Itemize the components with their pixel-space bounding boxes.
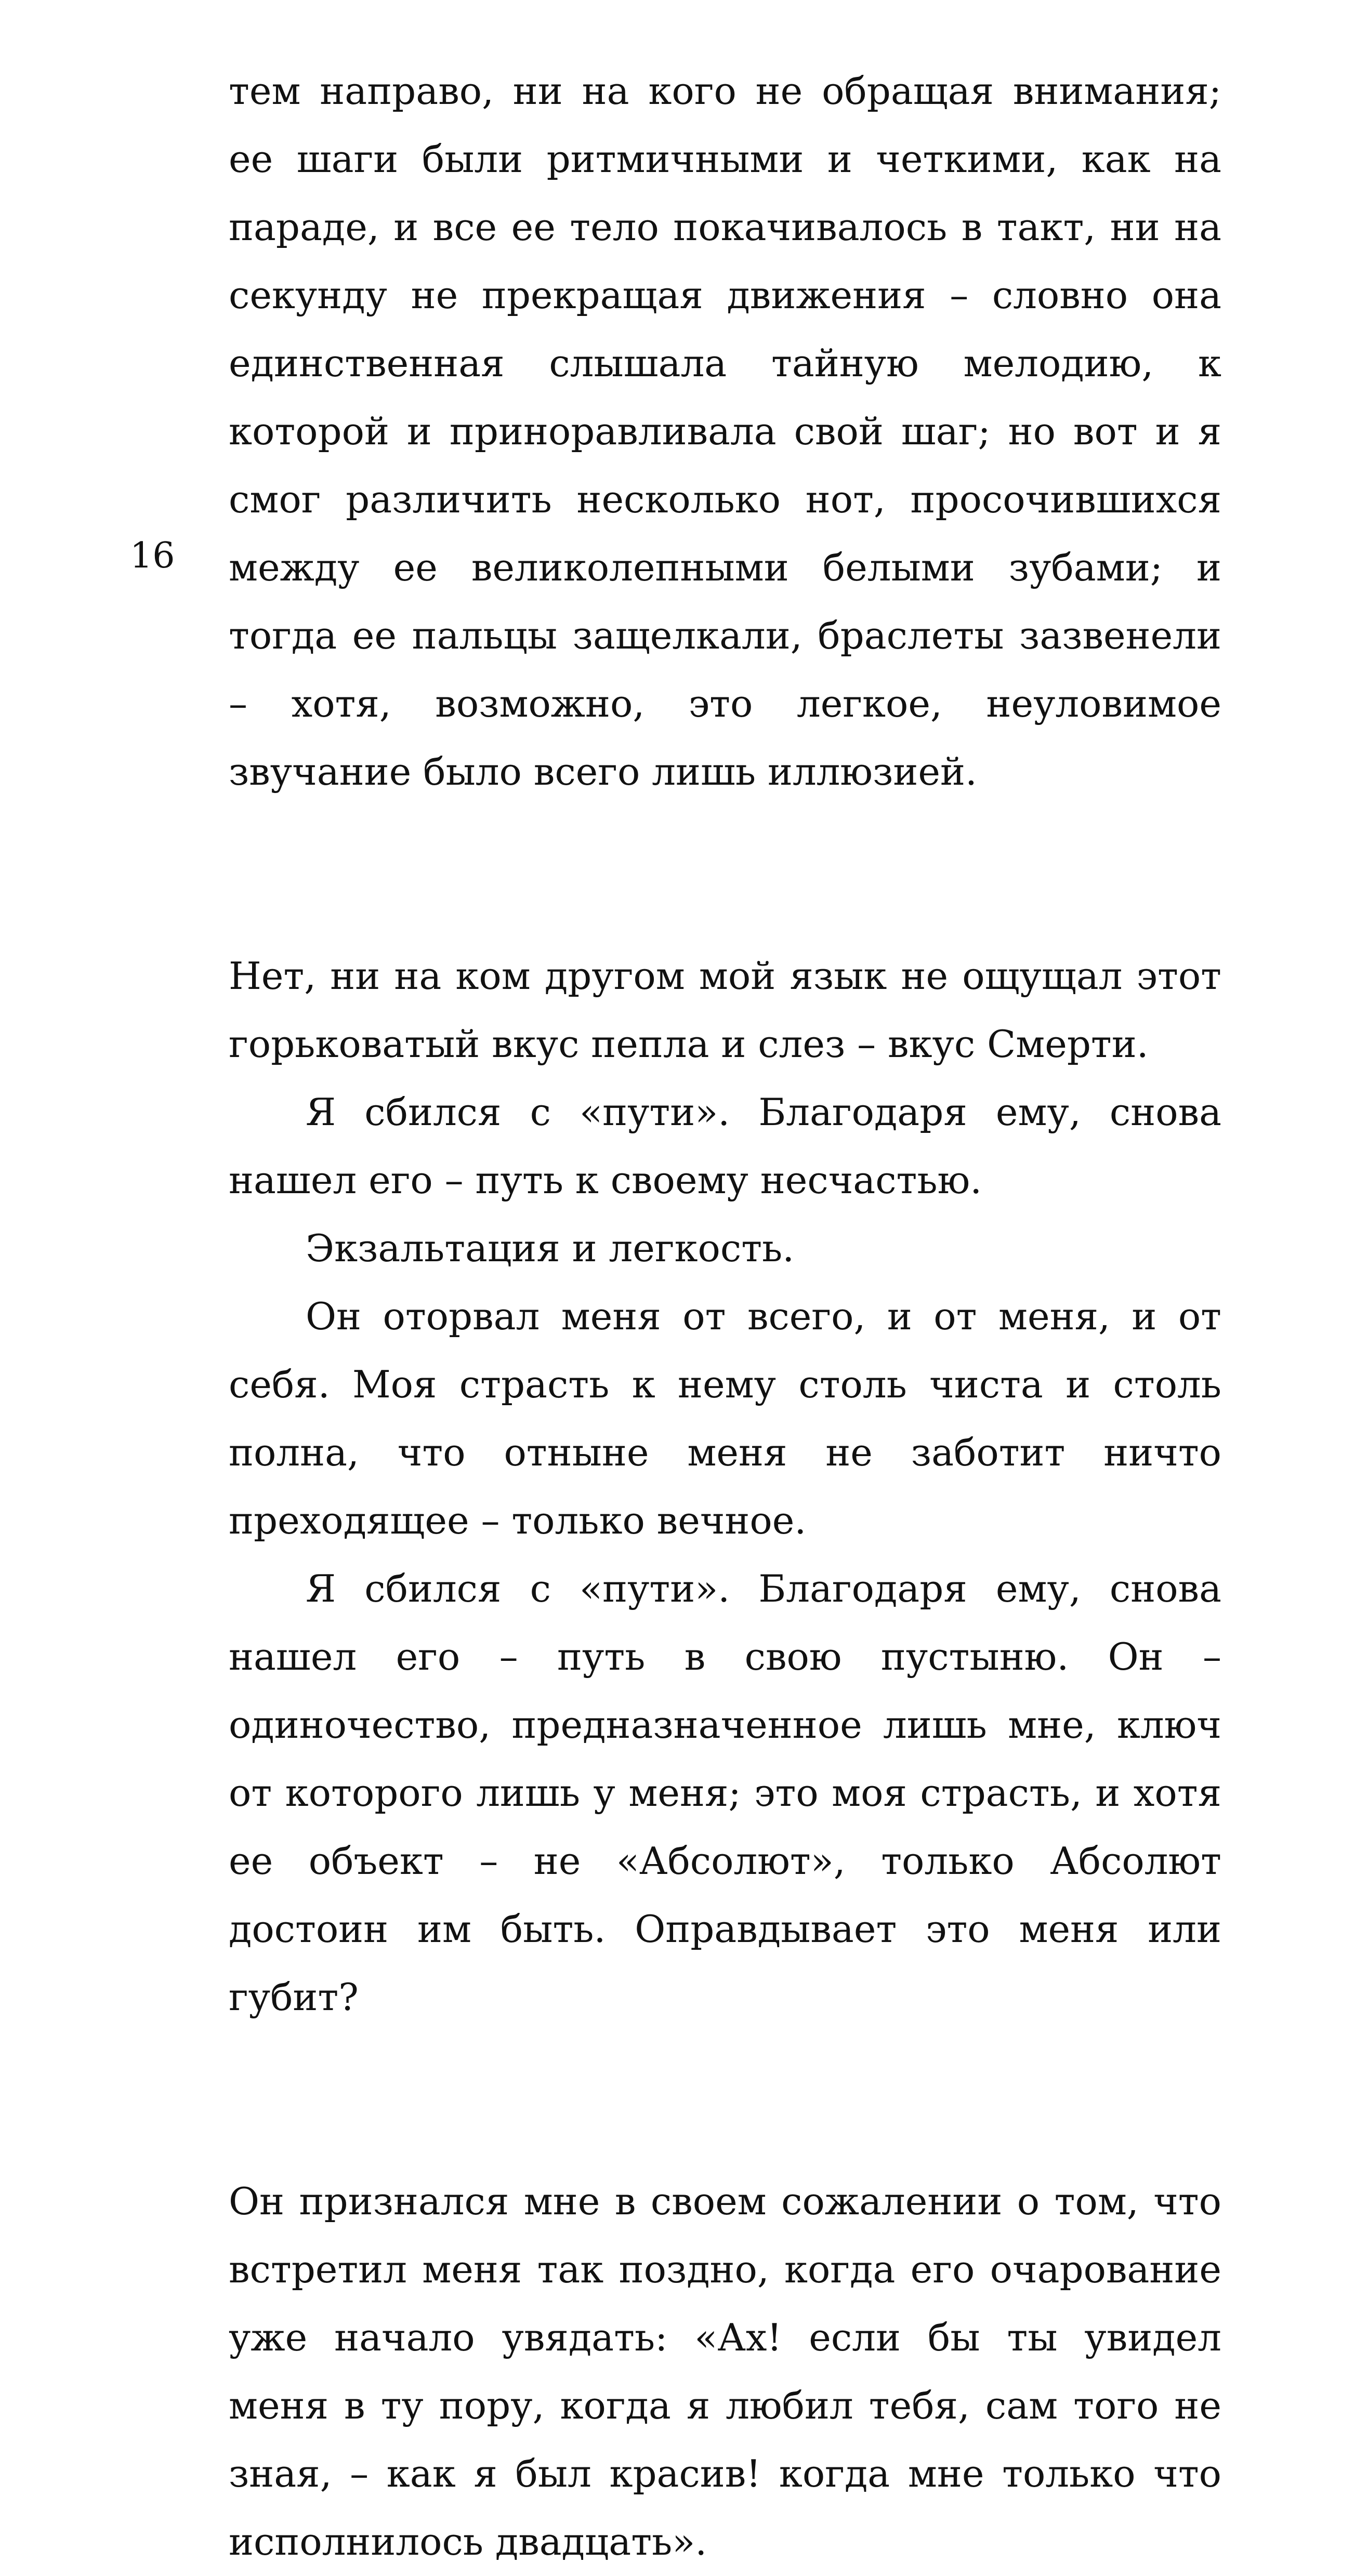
section-2 [229,942,1221,2031]
paragraph: Он признался мне в своем сожалении о том, что встретил меня так поздно, когда его очарование уже начало увядать: «Ах! если бы ты увидел меня в ту пору, когда я любил тебя, сам того не зная, – как я был красив! когда мне только что исполнилось двадцать». [229,2179,1221,2564]
section-1 [229,57,1221,806]
section-gap [229,2031,1221,2168]
page-number: 16 [130,535,175,576]
text-column [229,57,1221,2576]
paragraph: Экзальтация и легкость. [306,1226,795,1270]
paragraph: Я сбился с «пути». Благодаря ему, снова нашел его – путь в свою пустыню. Он – одиночество, предназначенное лишь мне, ключ от которого лишь у меня; это моя страсть, и хотя ее объект – не «Абсолют», только Абсолют достоин им быть. Оправдывает это меня или губит? [229,1567,1221,2019]
paragraph: Нет, ни на ком другом мой язык не ощущал этот горьковатый вкус пепла и слез – вкус Смерти. [229,954,1221,1066]
paragraph: тем направо, ни на кого не обращая внимания; ее шаги были ритмичными и четкими, как на параде, и все ее тело покачивалось в такт, ни на секунду не прекращая движения – словно она единственная слышала тайную мелодию, к которой и приноравливала свой шаг; но вот и я смог различить несколько нот, просочившихся между ее великолепными белыми зубами; и тогда ее пальцы защелкали, браслеты зазвенели – хотя, возможно, это легкое, неуловимое звучание было всего лишь иллюзией. [229,69,1221,794]
section-gap [229,806,1221,942]
paragraph: Он оторвал меня от всего, и от меня, и от себя. Моя страсть к нему столь чиста и столь полна, что отныне меня не заботит ничто преходящее – только вечное. [229,1294,1221,1542]
section-3 [229,2168,1221,2576]
paragraph: Я сбился с «пути». Благодаря ему, снова нашел его – путь к своему несчастью. [229,1090,1221,1202]
